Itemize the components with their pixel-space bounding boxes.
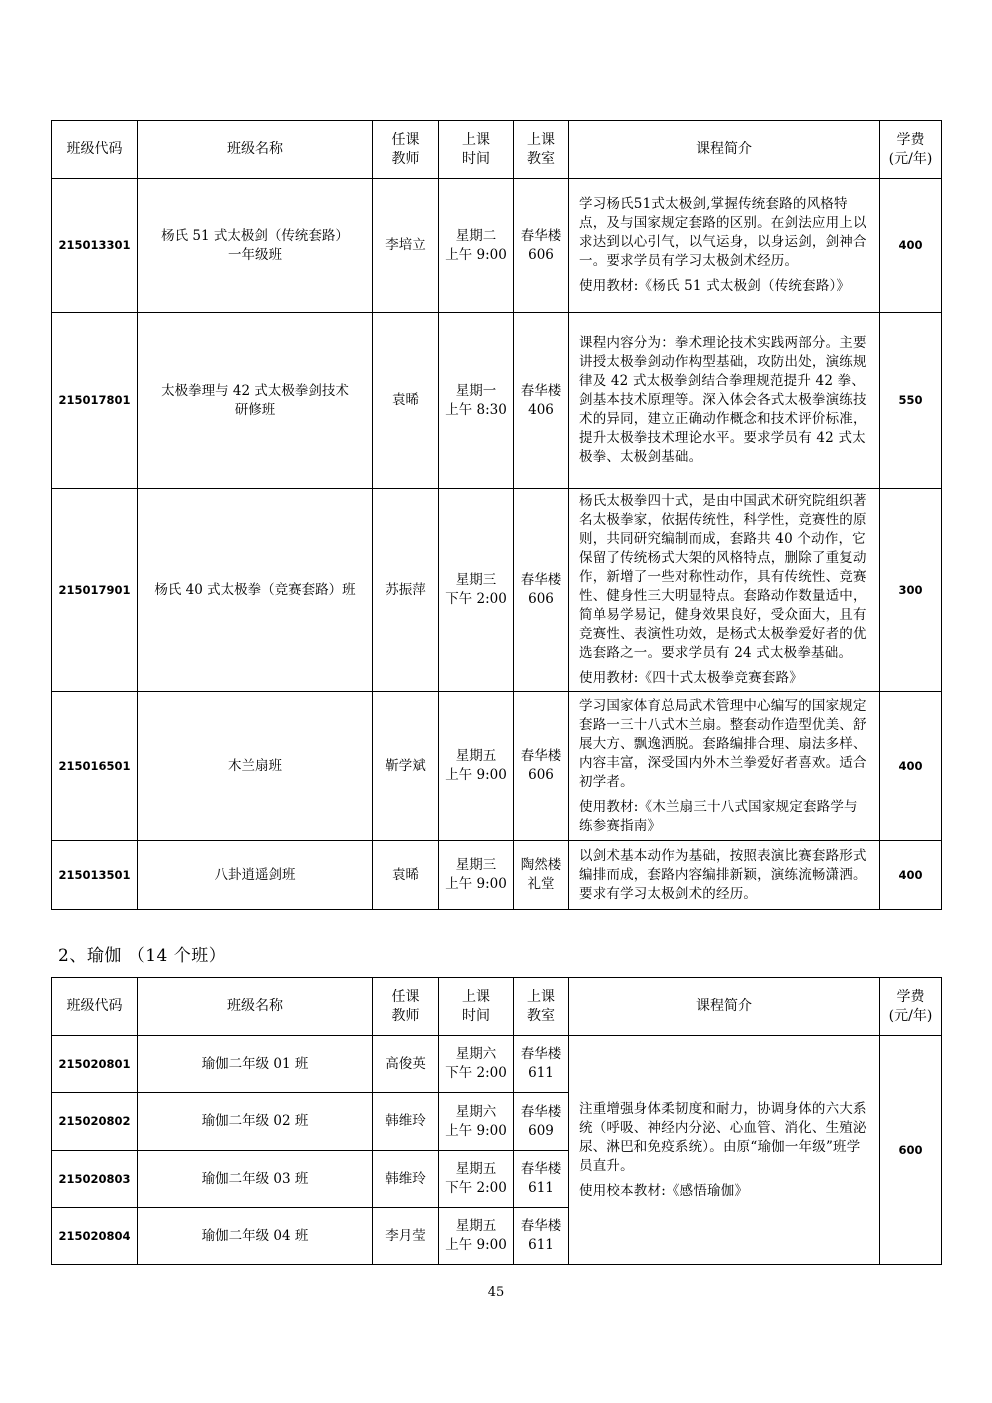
tuition-fee: 400	[880, 841, 942, 910]
classroom: 春华楼 611	[514, 1036, 569, 1093]
header-class-name: 班级名称	[138, 121, 373, 179]
table-header-row	[52, 121, 942, 179]
teacher: 袁晞	[373, 841, 439, 910]
header-class-code: 班级代码	[52, 978, 138, 1036]
class-code: 215017801	[52, 313, 138, 489]
header-time: 上课 时间	[439, 121, 514, 179]
textbook: 使用校本教材:《感悟瑜伽》	[579, 1182, 749, 1199]
class-name: 瑜伽二年级 02 班	[138, 1093, 373, 1151]
header-class-name: 班级名称	[138, 978, 373, 1036]
page-number: 45	[487, 1285, 505, 1300]
class-time: 星期三 下午 2:00	[439, 489, 514, 692]
table-row	[52, 313, 942, 489]
course-table-taiji	[51, 120, 942, 910]
class-code: 215013501	[52, 841, 138, 910]
tuition-fee: 300	[880, 489, 942, 692]
classroom: 春华楼 606	[514, 692, 569, 841]
header-description: 课程简介	[569, 121, 880, 179]
teacher: 韩维玲	[373, 1093, 439, 1151]
class-time: 星期一 上午 8:30	[439, 313, 514, 489]
teacher: 袁晞	[373, 313, 439, 489]
class-code: 215017901	[52, 489, 138, 692]
table-header-row	[52, 978, 942, 1036]
tuition-fee: 600	[880, 1036, 942, 1265]
teacher: 苏振萍	[373, 489, 439, 692]
class-code: 215016501	[52, 692, 138, 841]
classroom: 春华楼 406	[514, 313, 569, 489]
course-description: 注重增强身体柔韧度和耐力，协调身体的六大系统（呼吸、神经内分泌、心血管、消化、生殖泌尿、淋巴和免疫系统）。由原“瑜伽一年级”班学员直升。 使用校本教材:《感悟瑜伽》	[569, 1036, 880, 1265]
section-title-yoga: 2、瑜伽 （14 个班）	[58, 946, 227, 966]
class-name: 瑜伽二年级 04 班	[138, 1208, 373, 1265]
teacher: 李月莹	[373, 1208, 439, 1265]
class-time: 星期五 上午 9:00	[439, 692, 514, 841]
class-code: 215020801	[52, 1036, 138, 1093]
header-class-code: 班级代码	[52, 121, 138, 179]
classroom: 春华楼 606	[514, 489, 569, 692]
tuition-fee: 550	[880, 313, 942, 489]
teacher: 高俊英	[373, 1036, 439, 1093]
header-fee: 学费 (元/年)	[880, 978, 942, 1036]
course-description: 杨氏太极拳四十式，是由中国武术研究院组织著名太极拳家，依据传统性，科学性，竞赛性的原则，共同研究编制而成，套路共 40 个动作，它保留了传统杨式大架的风格特点，删除了重复动作，新增了一些对称性动作，具有传统性、竞赛性、健身性三大明显特点。套路动作数量适中，简单易学易记，健身效果良好，受众面大，且有竞赛性、表演性功效，是杨式太极拳爱好者的优选套路之一。要求学员有 24 式太极拳基础。 使用教材:《四十式太极拳竞赛套路》	[569, 489, 880, 692]
classroom: 春华楼 606	[514, 179, 569, 313]
classroom: 春华楼 609	[514, 1093, 569, 1151]
header-fee: 学费 (元/年)	[880, 121, 942, 179]
table-row	[52, 1036, 942, 1093]
class-name: 太极拳理与 42 式太极拳剑技术 研修班	[138, 313, 373, 489]
table-row	[52, 179, 942, 313]
course-description: 学习国家体育总局武术管理中心编写的国家规定套路一三十八式木兰扇。整套动作造型优美、舒展大方、飘逸洒脱。套路编排合理、扇法多样、内容丰富，深受国内外木兰拳爱好者喜欢。适合初学者。 使用教材:《木兰扇三十八式国家规定套路学与练参赛指南》	[569, 692, 880, 841]
textbook: 使用教材:《四十式太极拳竞赛套路》	[579, 670, 803, 686]
teacher: 李培立	[373, 179, 439, 313]
class-name: 木兰扇班	[138, 692, 373, 841]
class-name: 瑜伽二年级 03 班	[138, 1151, 373, 1208]
course-description: 课程内容分为：拳术理论技术实践两部分。主要讲授太极拳剑动作构型基础，攻防出处，演练规律及 42 式太极拳剑结合拳理规范提升 42 拳、剑基本技术原理等。深入体会各式太极拳演练技术的异同，建立正确动作概念和技术评价标准，提升太极拳技术理论水平。要求学员有 42 式太极拳、太极剑基础。	[569, 313, 880, 489]
class-time: 星期六 下午 2:00	[439, 1036, 514, 1093]
class-code: 215020802	[52, 1093, 138, 1151]
header-time: 上课 时间	[439, 978, 514, 1036]
class-time: 星期五 下午 2:00	[439, 1151, 514, 1208]
class-code: 215020803	[52, 1151, 138, 1208]
class-name: 杨氏 40 式太极拳（竞赛套路）班	[138, 489, 373, 692]
header-description: 课程简介	[569, 978, 880, 1036]
class-name: 杨氏 51 式太极剑（传统套路） 一年级班	[138, 179, 373, 313]
table-row	[52, 841, 942, 910]
header-teacher: 任课 教师	[373, 978, 439, 1036]
class-time: 星期三 上午 9:00	[439, 841, 514, 910]
class-time: 星期二 上午 9:00	[439, 179, 514, 313]
course-description: 学习杨氏51式太极剑,掌握传统套路的风格特点，及与国家规定套路的区别。在剑法应用上以求达到以心引气，以气运身，以身运剑，剑神合一。要求学员有学习太极剑术经历。 使用教材:《杨氏 51 式太极剑（传统套路）》	[569, 179, 880, 313]
course-table-yoga	[51, 977, 942, 1265]
textbook: 使用教材:《杨氏 51 式太极剑（传统套路）》	[579, 278, 851, 294]
class-code: 215020804	[52, 1208, 138, 1265]
teacher: 靳学斌	[373, 692, 439, 841]
table-row	[52, 489, 942, 692]
classroom: 春华楼 611	[514, 1151, 569, 1208]
header-room: 上课 教室	[514, 978, 569, 1036]
classroom: 陶然楼 礼堂	[514, 841, 569, 910]
textbook: 使用教材:《木兰扇三十八式国家规定套路学与练参赛指南》	[579, 798, 858, 834]
class-time: 星期五 上午 9:00	[439, 1208, 514, 1265]
classroom: 春华楼 611	[514, 1208, 569, 1265]
course-description: 以剑术基本动作为基础，按照表演比赛套路形式编排而成，套路内容编排新颖，演练流畅潇洒。要求有学习太极剑术的经历。	[569, 841, 880, 910]
class-name: 八卦逍遥剑班	[138, 841, 373, 910]
class-code: 215013301	[52, 179, 138, 313]
header-room: 上课 教室	[514, 121, 569, 179]
table-row	[52, 692, 942, 841]
class-time: 星期六 上午 9:00	[439, 1093, 514, 1151]
teacher: 韩维玲	[373, 1151, 439, 1208]
header-teacher: 任课 教师	[373, 121, 439, 179]
tuition-fee: 400	[880, 179, 942, 313]
tuition-fee: 400	[880, 692, 942, 841]
class-name: 瑜伽二年级 01 班	[138, 1036, 373, 1093]
